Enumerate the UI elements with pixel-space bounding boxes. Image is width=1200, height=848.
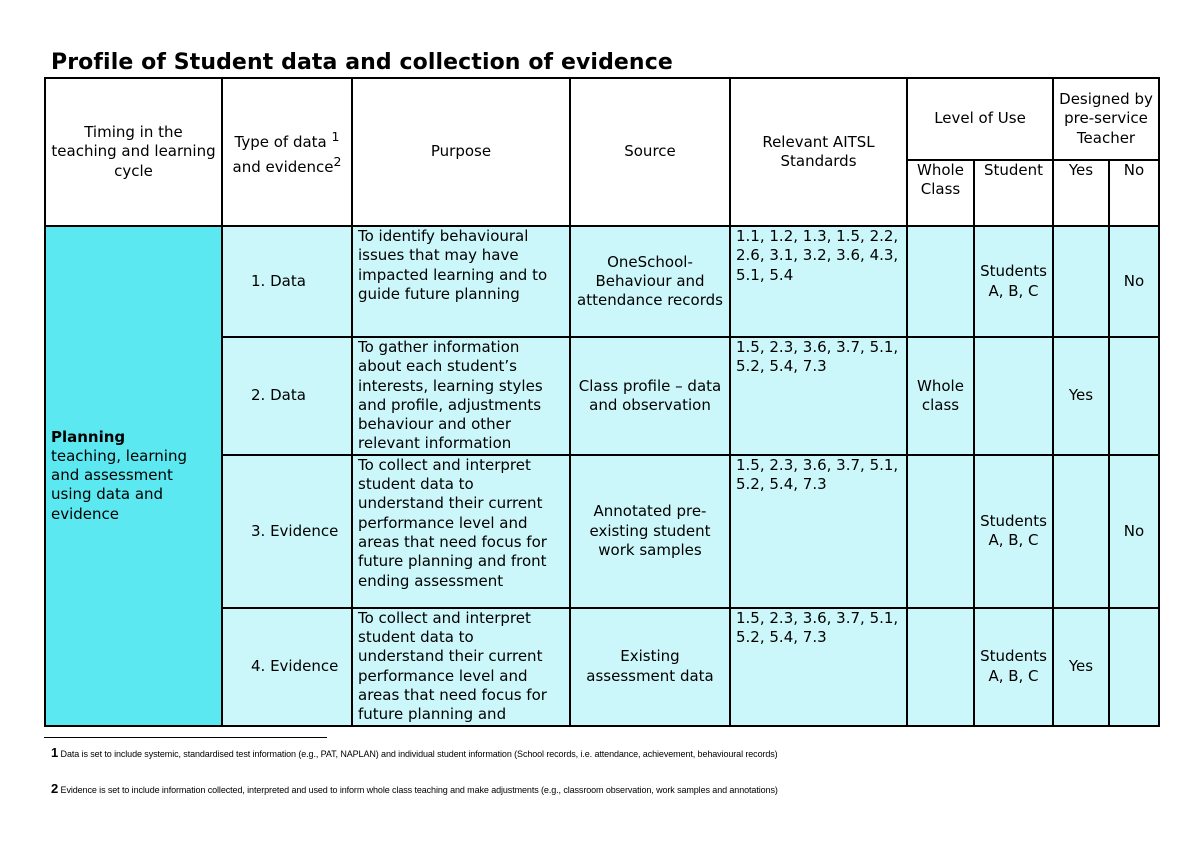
row-purpose: To collect and interpret student data to understand their current performance level and areas that need focus for future planning and bbox=[352, 608, 570, 726]
row-standards: 1.5, 2.3, 3.6, 3.7, 5.1, 5.2, 5.4, 7.3 bbox=[730, 455, 907, 608]
header-timing: Timing in the teaching and learning cycle bbox=[45, 78, 222, 226]
footnote-1-number: 1 bbox=[51, 745, 59, 760]
footnote-2 bbox=[51, 781, 778, 796]
header-source: Source bbox=[570, 78, 730, 226]
footnote-1-text: Data is set to include systemic, standardised test information (e.g., PAT, NAPLAN) and individual student information (School records, i.e. attendance, achievement, behavioural records) bbox=[60, 749, 778, 759]
stage-name: Planning bbox=[51, 427, 126, 446]
row-whole-class bbox=[907, 608, 974, 726]
header-purpose: Purpose bbox=[352, 78, 570, 226]
stage-description: teaching, learning and assessment using data and evidence bbox=[51, 446, 187, 523]
header-student: Student bbox=[974, 160, 1053, 226]
header-type-prefix: Type of data bbox=[234, 132, 327, 151]
row-whole-class bbox=[907, 226, 974, 337]
row-type: 4. Evidence bbox=[222, 608, 352, 726]
header-yes: Yes bbox=[1053, 160, 1109, 226]
row-standards: 1.5, 2.3, 3.6, 3.7, 5.1, 5.2, 5.4, 7.3 bbox=[730, 337, 907, 455]
row-no: No bbox=[1109, 226, 1159, 337]
header-type-sup1: 1 bbox=[331, 128, 340, 144]
row-whole-class: Whole class bbox=[907, 337, 974, 455]
header-designed-by: Designed by pre-service Teacher bbox=[1053, 78, 1159, 160]
row-source: OneSchool- Behaviour and attendance records bbox=[570, 226, 730, 337]
row-student: Students A, B, C bbox=[974, 608, 1053, 726]
row-source: Class profile – data and observation bbox=[570, 337, 730, 455]
row-standards: 1.5, 2.3, 3.6, 3.7, 5.1, 5.2, 5.4, 7.3 bbox=[730, 608, 907, 726]
table-row bbox=[45, 226, 1159, 337]
stage-cell bbox=[45, 226, 222, 726]
row-type: 1. Data bbox=[222, 226, 352, 337]
header-row bbox=[45, 78, 1159, 160]
row-source: Existing assessment data bbox=[570, 608, 730, 726]
page-title: Profile of Student data and collection of evidence bbox=[51, 50, 673, 75]
row-type: 2. Data bbox=[222, 337, 352, 455]
row-student: Students A, B, C bbox=[974, 455, 1053, 608]
row-source: Annotated pre-existing student work samples bbox=[570, 455, 730, 608]
row-yes: Yes bbox=[1053, 337, 1109, 455]
header-level-of-use: Level of Use bbox=[907, 78, 1053, 160]
row-purpose: To gather information about each student’s interests, learning styles and profile, adjustments behaviour and other relevant information bbox=[352, 337, 570, 455]
header-type bbox=[222, 78, 352, 226]
row-purpose: To identify behavioural issues that may have impacted learning and to guide future planning bbox=[352, 226, 570, 337]
row-yes bbox=[1053, 455, 1109, 608]
row-purpose: To collect and interpret student data to understand their current performance level and areas that need focus for future planning and front ending assessment bbox=[352, 455, 570, 608]
row-yes bbox=[1053, 226, 1109, 337]
footnote-2-number: 2 bbox=[51, 781, 59, 796]
row-student bbox=[974, 337, 1053, 455]
row-yes: Yes bbox=[1053, 608, 1109, 726]
row-no bbox=[1109, 608, 1159, 726]
footnote-1 bbox=[51, 745, 778, 760]
header-type-mid: and evidence bbox=[232, 158, 334, 176]
row-student: Students A, B, C bbox=[974, 226, 1053, 337]
row-no bbox=[1109, 337, 1159, 455]
row-standards: 1.1, 1.2, 1.3, 1.5, 2.2, 2.6, 3.1, 3.2, 3.6, 4.3, 5.1, 5.4 bbox=[730, 226, 907, 337]
profile-table bbox=[44, 77, 1160, 727]
header-standards: Relevant AITSL Standards bbox=[730, 78, 907, 226]
header-whole-class: Whole Class bbox=[907, 160, 974, 226]
header-no: No bbox=[1109, 160, 1159, 226]
header-type-sup2: 2 bbox=[333, 154, 342, 169]
row-no: No bbox=[1109, 455, 1159, 608]
footnote-2-text: Evidence is set to include information collected, interpreted and used to inform whole class teaching and make adjustments (e.g., classroom observation, work samples and annotations) bbox=[60, 785, 778, 795]
footnote-divider bbox=[44, 737, 327, 738]
row-whole-class bbox=[907, 455, 974, 608]
row-type: 3. Evidence bbox=[222, 455, 352, 608]
